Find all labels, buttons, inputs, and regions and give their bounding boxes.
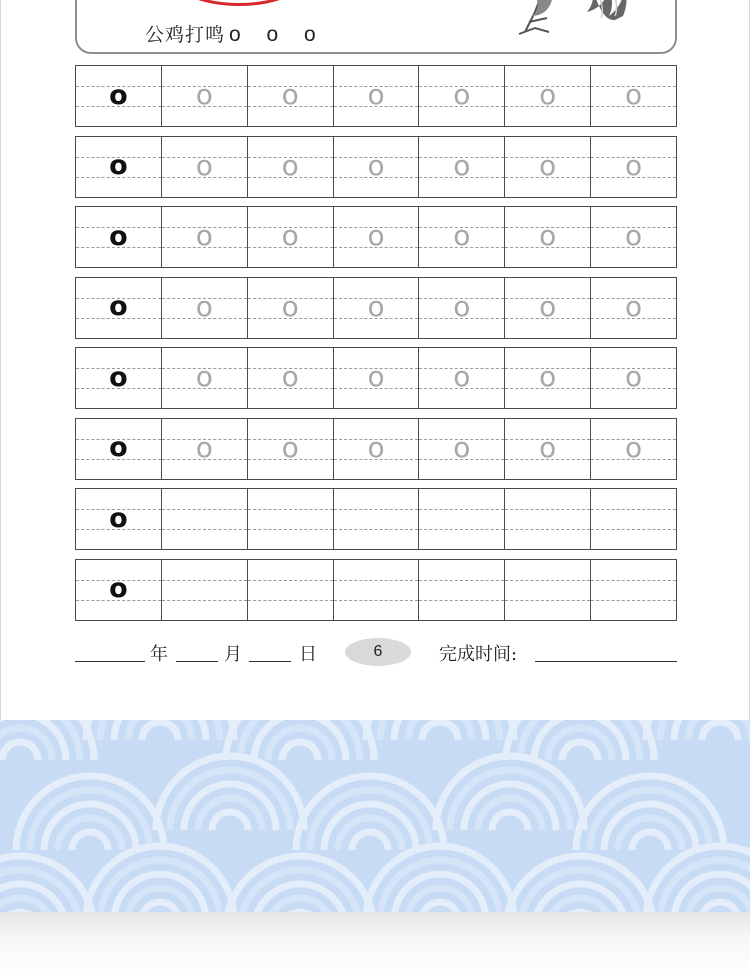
guide-line: [334, 580, 419, 581]
trace-letter: o: [281, 148, 299, 182]
practice-row: [75, 277, 677, 339]
practice-grid: [75, 65, 677, 629]
trace-letter: o: [367, 430, 385, 464]
rooster-illustration: [505, 0, 635, 36]
writing-cell[interactable]: [590, 66, 676, 126]
model-letter: o: [109, 573, 128, 604]
model-letter: o: [109, 150, 128, 181]
writing-cell[interactable]: [590, 489, 676, 549]
trace-letter: o: [539, 430, 557, 464]
writing-cell[interactable]: [590, 419, 676, 479]
writing-cell[interactable]: [333, 207, 419, 267]
guide-line: [419, 600, 504, 601]
writing-cell[interactable]: [161, 278, 247, 338]
writing-cell[interactable]: [333, 278, 419, 338]
guide-line: [162, 580, 247, 581]
trace-letter: o: [625, 430, 643, 464]
model-letter: o: [109, 79, 128, 111]
writing-cell[interactable]: [418, 278, 504, 338]
guide-line: [591, 509, 676, 510]
writing-cell[interactable]: [161, 348, 247, 408]
writing-cell[interactable]: [418, 66, 504, 126]
guide-line: [162, 509, 247, 510]
guide-line: [419, 509, 504, 510]
trace-letter: o: [539, 289, 557, 323]
writing-cell[interactable]: [161, 489, 247, 549]
trace-letter: o: [281, 430, 299, 464]
writing-cell[interactable]: [333, 66, 419, 126]
pattern-arc: [352, 832, 388, 850]
writing-cell[interactable]: [161, 560, 247, 620]
trace-letter: o: [453, 289, 471, 323]
model-letter: o: [109, 361, 128, 393]
guide-line: [591, 529, 676, 530]
practice-row: [75, 136, 677, 198]
model-cell[interactable]: [76, 278, 161, 338]
trace-letter: o: [281, 78, 299, 111]
model-cell[interactable]: [76, 419, 161, 479]
guide-line: [162, 529, 247, 530]
guide-line: [334, 600, 419, 601]
writing-cell[interactable]: [247, 489, 333, 549]
pattern-arc: [72, 832, 108, 850]
guide-line: [505, 600, 590, 601]
month-label: 月: [224, 644, 242, 665]
trace-letter: o: [195, 360, 213, 393]
writing-cell[interactable]: [590, 560, 676, 620]
guide-line: [591, 600, 676, 601]
trace-letter: o: [195, 148, 213, 182]
practice-row: [75, 347, 677, 409]
day-blank[interactable]: [249, 661, 291, 662]
guide-line: [334, 509, 419, 510]
writing-cell[interactable]: [247, 137, 333, 197]
header-panel: [75, 0, 677, 54]
year-label: 年: [150, 644, 168, 665]
trace-letter: o: [367, 289, 385, 323]
practice-row: [75, 418, 677, 480]
trace-letter: o: [625, 219, 643, 252]
guide-line: [419, 529, 504, 530]
writing-cell[interactable]: [247, 66, 333, 126]
practice-row: [75, 206, 677, 268]
practice-row: [75, 65, 677, 127]
trace-letter: o: [453, 219, 471, 252]
model-cell[interactable]: [76, 348, 161, 408]
writing-cell[interactable]: [333, 489, 419, 549]
writing-cell[interactable]: [418, 137, 504, 197]
header-caption: [145, 20, 326, 47]
writing-cell[interactable]: [590, 278, 676, 338]
writing-cell[interactable]: [247, 278, 333, 338]
writing-cell[interactable]: [504, 419, 590, 479]
model-letter: o: [109, 220, 128, 252]
writing-cell[interactable]: [333, 348, 419, 408]
pattern-arc: [422, 722, 458, 740]
writing-cell[interactable]: [333, 137, 419, 197]
writing-cell[interactable]: [247, 419, 333, 479]
trace-letter: o: [367, 148, 385, 182]
wave-pattern: [0, 720, 750, 912]
writing-cell[interactable]: [504, 66, 590, 126]
month-blank[interactable]: [176, 661, 218, 662]
pattern-arc: [492, 812, 528, 830]
trace-letter: o: [195, 430, 213, 464]
guide-line: [248, 529, 333, 530]
model-cell[interactable]: [76, 207, 161, 267]
trace-letter: o: [281, 289, 299, 323]
writing-cell[interactable]: [418, 560, 504, 620]
guide-line: [334, 529, 419, 530]
model-cell[interactable]: [76, 489, 161, 549]
writing-cell[interactable]: [590, 348, 676, 408]
writing-cell[interactable]: [504, 207, 590, 267]
page-number-badge: [345, 638, 411, 666]
trace-letter: o: [281, 219, 299, 252]
pattern-arc: [702, 902, 738, 912]
model-letter: o: [109, 432, 128, 463]
trace-letter: o: [195, 219, 213, 252]
trace-letter: o: [625, 78, 643, 111]
writing-cell[interactable]: [161, 419, 247, 479]
year-blank[interactable]: [75, 661, 145, 662]
trace-letter: o: [625, 148, 643, 182]
trace-letter: o: [195, 78, 213, 111]
guide-line: [248, 580, 333, 581]
writing-cell[interactable]: [247, 560, 333, 620]
trace-letter: o: [539, 148, 557, 182]
guide-line: [505, 529, 590, 530]
writing-cell[interactable]: [504, 489, 590, 549]
completion-time-blank[interactable]: [535, 661, 677, 662]
pattern-arc: [282, 742, 318, 760]
trace-letter: o: [539, 78, 557, 111]
writing-cell[interactable]: [590, 137, 676, 197]
writing-cell[interactable]: [333, 419, 419, 479]
trace-letter: o: [367, 78, 385, 111]
model-letter: o: [109, 291, 128, 322]
practice-row: [75, 559, 677, 621]
writing-cell[interactable]: [247, 348, 333, 408]
trace-letter: o: [367, 219, 385, 252]
guide-line: [505, 509, 590, 510]
bottom-shadow: [0, 912, 750, 979]
guide-line: [591, 580, 676, 581]
page-number: 6: [373, 643, 383, 660]
trace-letter: o: [453, 430, 471, 464]
writing-cell[interactable]: [418, 207, 504, 267]
pattern-arc: [142, 722, 178, 740]
writing-cell[interactable]: [418, 419, 504, 479]
practice-row: [75, 488, 677, 550]
writing-cell[interactable]: [504, 348, 590, 408]
pattern-arc: [142, 902, 178, 912]
caption-text: 公鸡打鸣: [145, 24, 226, 46]
writing-cell[interactable]: [247, 207, 333, 267]
writing-cell[interactable]: [418, 489, 504, 549]
footer-date-line: [75, 638, 677, 668]
writing-cell[interactable]: [504, 137, 590, 197]
caption-letters: o o o: [229, 23, 326, 46]
pattern-arc: [702, 722, 738, 740]
writing-cell[interactable]: [504, 560, 590, 620]
trace-letter: o: [281, 360, 299, 393]
model-letter: o: [109, 502, 128, 534]
red-oval-decoration: [169, 0, 309, 6]
trace-letter: o: [453, 360, 471, 393]
pattern-arc: [632, 832, 668, 850]
trace-letter: o: [367, 360, 385, 393]
pattern-arc: [2, 742, 38, 760]
guide-line: [248, 509, 333, 510]
model-cell[interactable]: [76, 66, 161, 126]
writing-cell[interactable]: [161, 137, 247, 197]
model-cell[interactable]: [76, 560, 161, 620]
guide-line: [248, 600, 333, 601]
trace-letter: o: [625, 360, 643, 393]
guide-line: [505, 580, 590, 581]
writing-cell[interactable]: [504, 278, 590, 338]
writing-cell[interactable]: [161, 207, 247, 267]
day-label: 日: [299, 644, 317, 665]
pattern-arc: [212, 812, 248, 830]
trace-letter: o: [453, 148, 471, 182]
writing-cell[interactable]: [333, 560, 419, 620]
trace-letter: o: [195, 289, 213, 323]
trace-letter: o: [453, 78, 471, 111]
guide-line: [419, 580, 504, 581]
trace-letter: o: [539, 360, 557, 393]
guide-line: [162, 600, 247, 601]
completion-time-label: 完成时间:: [439, 644, 518, 665]
writing-cell[interactable]: [161, 66, 247, 126]
trace-letter: o: [625, 289, 643, 323]
pattern-arc: [422, 902, 458, 912]
trace-letter: o: [539, 219, 557, 252]
writing-cell[interactable]: [418, 348, 504, 408]
writing-cell[interactable]: [590, 207, 676, 267]
model-cell[interactable]: [76, 137, 161, 197]
pattern-arc: [562, 742, 598, 760]
